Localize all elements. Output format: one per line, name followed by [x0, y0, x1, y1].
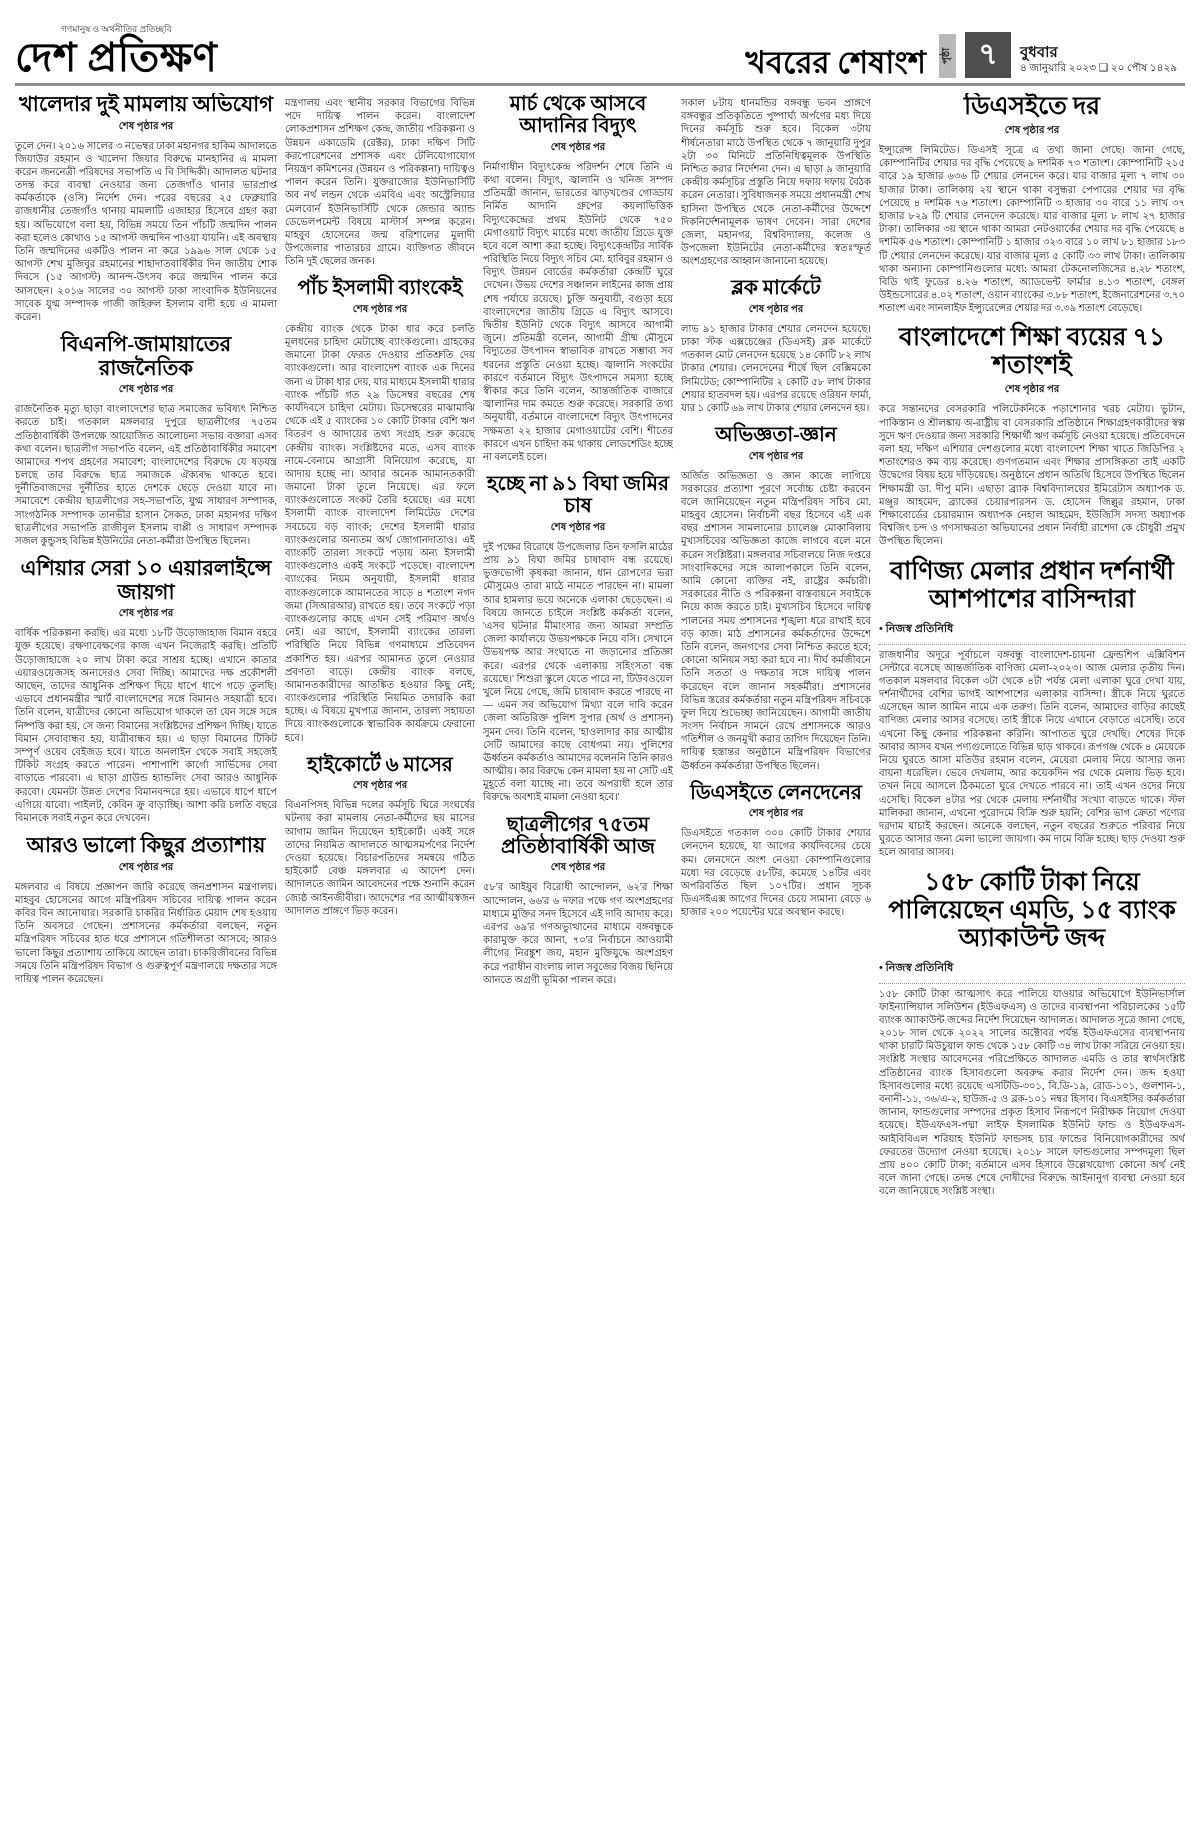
continuation-kicker: শেষ পৃষ্ঠার পর	[352, 303, 408, 315]
article-headline: খালেদার দুই মামলায় অভিযোগ	[18, 93, 274, 116]
continuation-kicker: শেষ পৃষ্ঠার পর	[1004, 384, 1060, 396]
continuation-kicker: শেষ পৃষ্ঠার পর	[748, 808, 804, 820]
article	[285, 97, 475, 268]
article-headline: ১৫৮ কোটি টাকা নিয়ে পালিয়েছেন এমডি, ১৫ ব্যাংক অ্যাকাউন্ট জব্দ	[888, 868, 1176, 952]
column-2	[285, 93, 475, 1843]
continuation-kicker: শেষ পৃষ্ঠার পর	[118, 120, 174, 132]
columns	[15, 93, 1185, 1843]
article-body: সকাল ৮টায় ধানমন্ডির বঙ্গবন্ধু ভবন প্রাঙ্গণে বঙ্গবন্ধুর প্রতিকৃতিতে পুষ্পার্ঘ্য অর্পণের মধ্য দিয়ে দিনের কর্মসূচি শুরু হবে। বিকেল ৩টায় শীর্ষনেতারা মাঠে উপস্থিত থেকে ৭ জানুয়ারি দুপুর ২টা ৩০ মিনিটে প্রতিনিধিত্বমূলক উপস্থিতি নিশ্চিত করার নির্দেশনা দেন। এ ছাড়া ৯ জানুয়ারি কেন্দ্রীয় কর্মসূচির প্রস্তুতি নিয়ে দফায় দফায় বৈঠক করেন নেতারা। সুবিধাজনক সময়ে প্রধানমন্ত্রী শেখ হাসিনা উপস্থিত থেকে নেতা-কর্মীদের উদ্দেশে দিকনির্দেশনামূলক ভাষণ দেবেন। সারা দেশের জেলা, মহানগর, বিশ্ববিদ্যালয়, কলেজ ও উপজেলা ইউনিটের নেতা-কর্মীদের স্বতঃস্ফূর্ত অংশগ্রহণের আহ্বান জানানো হয়েছে।	[681, 98, 871, 268]
newspaper-logo: দেশ প্রতিক্ষণ	[15, 35, 218, 80]
date-line: ৪ জানুয়ারি ২০২৩ ❑ ২০ পৌষ ১৪২৯	[1020, 63, 1178, 75]
article	[285, 754, 475, 918]
masthead-right	[745, 32, 1185, 78]
article-headline: বাণিজ্য মেলার প্রধান দর্শনার্থী আশপাশের বাসিন্দারা	[890, 557, 1174, 613]
article	[681, 424, 871, 773]
article-body: অর্জিত অভিজ্ঞতা ও জ্ঞান কাজে লাগিয়ে সরকারের প্রত্যাশা পূরণে সর্বোচ্চ চেষ্টা করবেন বলে জানিয়েছেন নতুন মন্ত্রিপরিষদ সচিব মো. মাহবুব হোসেন। নির্বাচনী বছর হিসেবে এই এক বছর প্রশাসন সামলানোর চ্যালেঞ্জ মোকাবিলায় মুখ্যসচিবের অভিজ্ঞতা কাজে লাগবে বলে মনে করেন সংশ্লিষ্টরা। মঙ্গলবার সচিবালয়ে নিজ দপ্তরে সাংবাদিকদের সঙ্গে আলাপকালে তিনি বলেন, আমি কোনো ব্যক্তির নই, রাষ্ট্রের কর্মচারী। সরকারের নীতি ও পরিকল্পনা বাস্তবায়নে সবাইকে নিয়ে কাজ করতে চাই। মুখ্যসচিব হিসেবে দায়িত্ব পালনের সময় প্রশাসনের শৃঙ্খলা ধরে রাখাই হবে বড় কাজ। মাঠ প্রশাসনের কর্মকর্তাদের উদ্দেশে তিনি বলেন, জনগণের সেবা নিশ্চিত করতে হবে; কোনো অনিয়ম সহ্য করা হবে না। দীর্ঘ কর্মজীবনে তিনি সততা ও দক্ষতার সঙ্গে দায়িত্ব পালন করেছেন বলে জানান সহকর্মীরা। প্রশাসনের বিভিন্ন স্তরের কর্মকর্তারা নতুন মন্ত্রিপরিষদ সচিবকে ফুল দিয়ে শুভেচ্ছা জানিয়েছেন। আগামী জাতীয় সংসদ নির্বাচন সামনে রেখে প্রশাসনকে আরও গতিশীল ও জনমুখী করার তাগিদ দিয়েছেন তিনি। দায়িত্ব হস্তান্তর অনুষ্ঠানে মন্ত্রিপরিষদ বিভাগের ঊর্ধ্বতন কর্মকর্তারা উপস্থিত ছিলেন।	[681, 470, 871, 772]
article-body: দুই পক্ষের বিরোধে উপজেলার তিন ফসলি মাঠের প্রায় ৯১ বিঘা জমির চাষাবাদ বন্ধ রয়েছে। ভুক্তভোগী কৃষকরা জানান, ধান রোপণের ভরা মৌসুমেও তারা মাঠে নামতে পারছেন না। মামলা আর হামলার ভয়ে অনেকে এলাকা ছেড়েছেন। এ বিষয়ে জানতে চাইলে সংশ্লিষ্ট কর্মকর্তা বলেন, 'এসব ঘটনার মীমাংসার জন্য আমরা সম্প্রতি জেলা কার্যালয়ে উভয়পক্ষকে নিয়ে বসি। সেখানে উভয়পক্ষ আর সংঘাতে না জড়ানোর প্রতিজ্ঞা করে। এরপর থেকে এলাকায় সহিংসতা বন্ধ রয়েছে।' শিশুরা স্কুলে যেতে পারে না, টিউবওয়েল খুলে নিয়ে গেছে, জমি চাষাবাদ করতে পারছে না— এমন সব অভিযোগ মিথ্যা বলে দাবি করেন জেলা অতিরিক্ত পুলিশ সুপার (অর্থ ও প্রশাসন) সুমন দেব। তিনি বলেন, 'হাওলাদার কার আত্মীয় সেটি আমাদের কাছে বোধগম্য নয়। পুলিশের ঊর্ধ্বতন কর্মকর্তাও আমাদের বলেননি তিনি কারও আত্মীয়। কার বিরুদ্ধে কেন মামলা হয় না সেটি এই মুহূর্তে বলা যাচ্ছে না। তবে অপরাধী হলে তার বিরুদ্ধে অবশ্যই মামলা নেওয়া হবে।'	[483, 541, 673, 804]
article-body: কেন্দ্রীয় ব্যাংক থেকে টাকা ধার করে চলতি মূলধনের চাহিদা মেটাচ্ছে ব্যাংকগুলো। গ্রাহকের জমানো টাকা ফেরত দেওয়ার প্রতিশ্রুতি দেয় ব্যাংকগুলো। আর বাংলাদেশ ব্যাংক এক দিনের জন্য এ টাকা ধার দেয়, যার মাধ্যমে ইসলামী ধারার ব্যাংক পাঁচটি গত ২৯ ডিসেম্বর বছরের শেষ কার্যদিবসে চাহিদা মেটায়। ডিসেম্বরের মাঝামাঝি থেকে এই ৫ ব্যাংকের ১০ কোটি টাকার বেশি ঋণ বিতরণ ও আদায়ের তথ্য সংগ্রহ শুরু করেছে কেন্দ্রীয় ব্যাংক। সংশ্লিষ্টদের মতে, এসব ব্যাংক নামে-বেনামে আগ্রাসী বিনিয়োগ করেছে, যা আদায় হচ্ছে না। আবার অনেক আমানতকারী জমানো টাকা তুলে নিয়েছে। এর ফলে ব্যাংকগুলোতে সংকট তৈরি হয়েছে। এর মধ্যে ইসলামী ব্যাংক বাংলাদেশ লিমিটেড দেশের সবচেয়ে বড় ব্যাংক; দেশের ইসলামী ধারার ব্যাংকগুলোর অন্যতম অর্থ জোগানদাতাও। এই ব্যাংকটি তারল্য সংকটে পড়ায় অন্য ইসলামী ব্যাংকগুলোও একই সংকটে পড়েছে। বাংলাদেশ ব্যাংকের নিয়ম অনুযায়ী, ইসলামী ধারার ব্যাংকগুলোকে আমানতের সাড়ে ৪ শতাংশ নগদ জমা (সিআরআর) রাখতে হয়। তবে সংকটে পড়া ব্যাংকগুলোর কাছে এখন সেই পরিমাণ অর্থও নেই। এর আগে, ইসলামী ব্যাংকের তারল্য পরিস্থিতি নিয়ে বিভিন্ন গণমাধ্যমে প্রতিবেদন প্রকাশিত হয়। এরপর আমানত তুলে নেওয়ার প্রবণতা বাড়ে। কেন্দ্রীয় ব্যাংক বলছে, আমানতকারীদের আতঙ্কিত হওয়ার কিছু নেই; ব্যাংকগুলোর পরিস্থিতি নিয়মিত তদারকি করা হচ্ছে। এ বিষয়ে মুখপাত্র জানান, তারল্য সহায়তা দিয়ে ব্যাংকগুলোকে স্বাভাবিক কার্যক্রমে ফেরানো হবে।	[285, 323, 475, 744]
article-headline: হচ্ছে না ৯১ বিঘা জমির চাষ	[487, 473, 669, 518]
article-headline: এশিয়ার সেরা ১০ এয়ারলাইন্সে জায়গা	[20, 556, 272, 604]
continuation-kicker: শেষ পৃষ্ঠার পর	[352, 780, 408, 792]
article-body: নির্মাণাধীন বিদ্যুৎকেন্দ্র পরিদর্শন শেষে তিনি এ কথা বলেন। বিদ্যুৎ, জ্বালানি ও খনিজ সম্পদ প্রতিমন্ত্রী জানান, ভারতের ঝাড়খণ্ডের গোড্ডায় নির্মিত আদানি গ্রুপের কয়লাভিত্তিক বিদ্যুৎকেন্দ্রের প্রথম ইউনিট থেকে ৭৫০ মেগাওয়াট বিদ্যুৎ মার্চের মধ্যে জাতীয় গ্রিডে যুক্ত হবে বলে আশা করা হচ্ছে। বিদ্যুৎকেন্দ্রটির সার্বিক পরিস্থিতি নিয়ে বিদ্যুৎ সচিব মো. হাবিবুর রহমান ও বিদ্যুৎ উন্নয়ন বোর্ডের কর্মকর্তারা কেন্দ্রটি ঘুরে দেখেন। উভয় দেশের সঞ্চালন লাইনের কাজ প্রায় শেষ পর্যায়ে রয়েছে। চুক্তি অনুযায়ী, বগুড়া হয়ে বাংলাদেশের জাতীয় গ্রিডে এ বিদ্যুৎ আসবে। দ্বিতীয় ইউনিট থেকে বিদ্যুৎ আসবে আগামী জুনে। প্রতিমন্ত্রী বলেন, আগামী গ্রীষ্ম মৌসুমে বিদ্যুতের উৎপাদন স্বাভাবিক রাখতে সম্ভাব্য সব ধরনের প্রস্তুতি নেওয়া হচ্ছে। জ্বালানি সংকটের কারণে বর্তমানে বিদ্যুৎ উৎপাদনে সমস্যা হচ্ছে স্বীকার করে তিনি বলেন, আন্তর্জাতিক বাজারে জ্বালানির দাম কমতে শুরু করেছে। সরকারি তথ্য অনুযায়ী, বর্তমানে বাংলাদেশে বিদ্যুৎ উৎপাদনের সক্ষমতা ২২ হাজার মেগাওয়াটের বেশি। শীতের কারণে এখন চাহিদা কম থাকায় লোডশেডিং হচ্ছে না বললেই চলে।	[483, 161, 673, 463]
article-body: বার্ষিক পরিকল্পনা করছি। এর মধ্যে ১৮টি উড়োজাহাজ বিমান বহরে যুক্ত হয়েছে। রক্ষণাবেক্ষণের কাজ এখন নিজেরাই করছি। প্রতিটি উড়োজাহাজে ২০ লাখ টাকা করে সাশ্রয় হচ্ছে। এখানে কাতার এয়ারওয়েজসহ অন্যদেরও সেবা দিচ্ছি। আমাদের দক্ষ প্রকৌশলী আছেন, তাদের আধুনিক প্রশিক্ষণ দিয়ে ধাপে ধাপে গড়ে তুলছি। এভাবে প্রধানমন্ত্রীর স্মার্ট বাংলাদেশের সঙ্গে বিমানও সহযাত্রী হবে। তিনি বলেন, যাত্রীদের কোনো অভিযোগ থাকলে তা যেন সঙ্গে সঙ্গে নিষ্পত্তি করা হয়, সে জন্য বিমানের সংশ্লিষ্টদের প্রশিক্ষণ দিচ্ছি। যাতে বিমান সেবাবান্ধব হয়, যাত্রীবান্ধব হয়। এ ছাড়া বিমানের টিকিট সম্পূর্ণ ওয়েব বেইজড হবে। যাতে অনলাইন থেকে সবাই সহজেই টিকিট সংগ্রহ করতে পারেন। পাশাপাশি কার্গো সার্ভিসের সেবা বাড়াতে পারবো। এ ছাড়া গ্রাউন্ড হ্যান্ডলিং সেবা আরও আধুনিক করবো। যেমনটা উন্নত দেশের বিমানবন্দরে হয়। এভাবে ধাপে ধাপে এগিয়ে যাবো। পাইলট, কেবিন ক্রু বাড়াচ্ছি। আশা করি চলতি বছরে বিমানকে সবাই নতুন করে দেখবেন।	[15, 628, 277, 824]
article-body: ৫৮'র আইয়ুব বিরোধী আন্দোলন, ৬২'র শিক্ষা আন্দোলন, ৬৬'র ৬ দফার পক্ষে গণ অংশগ্রহণের মাধ্যমে মুক্তির সনদ হিসেবে এই দাবি আদায় করে। এরপর ৬৯'র গণঅভ্যুত্থানের মাধ্যমে বঙ্গবন্ধুকে কারামুক্ত করে আনা, ৭০'র নির্বাচনে আওয়ামী লীগের নিরঙ্কুশ জয়, মহান মুক্তিযুদ্ধে অংশগ্রহণ করে পরাধীন বাংলায় লাল সবুজের বিজয় ছিনিয়ে আনতে অগ্রণী ভূমিকা পালন করে।	[483, 882, 673, 986]
article-headline: অভিজ্ঞতা-জ্ঞান	[715, 424, 837, 447]
article-headline: ডিএসইতে দর	[963, 93, 1101, 120]
article	[879, 869, 1185, 1199]
article	[483, 93, 673, 464]
weekday: বুধবার	[1020, 45, 1058, 62]
page-number-box: ৭	[965, 32, 1011, 78]
date-block	[1020, 44, 1185, 78]
article-body: রাজধানীর অদূরে পূর্বাচলে বঙ্গবন্ধু বাংলাদেশ-চায়না ফ্রেন্ডশিপ এক্সিবিশন সেন্টারে বসেছে আন্তর্জাতিক বাণিজ্য মেলা-২০২৩। আজ মেলার তৃতীয় দিন। গতকাল মঙ্গলবার বিকেল ৩টা থেকে ৪টা পর্যন্ত মেলা এলাকা ঘুরে দেখা যায়, দর্শনার্থীদের বেশির ভাগই আশপাশের এলাকার বাসিন্দা। স্ত্রীকে নিয়ে ঘুরতে এসেছেন আল আমিন নামে এক তরুণ। তিনি বলেন, আমাদের বাড়ির কাছেই বাণিজ্য মেলার আসর বসেছে। তাই স্ত্রীকে নিয়ে এখানে বেড়াতে এসেছি। তবে এখনো কিছু কেনার পরিকল্পনা করিনি। আপাতত ঘুরে দেখছি। শেষের দিকে আবার আসব যখন পণ্যগুলোতে বিভিন্ন ছাড় থাকবে। রূপগঞ্জ থেকে ৪ মেয়েকে নিয়ে ঘুরতে আসা মতিউর রহমান বলেন, মেয়েরা মেলায় নিয়ে আসার জন্য বায়না ধরেছিল। ভেবে দেখলাম, আর কয়েকদিন পর থেকে মেলায় ভিড় হবে। তখন নিয়ে আসলে ঠিকমতো ঘুরে দেখতে পারবে না। তাই এখন ওদের নিয়ে এসেছি। বিকেল ৪টার পর থেকে মেলায় দর্শনার্থীর সংখ্যা বাড়তে থাকে। স্টল মালিকরা জানান, এখনো পুরোদমে বিক্রি শুরু হয়নি; বেশির ভাগ ক্রেতা পণ্যের দরদাম যাচাই করছেন। অনেকে বলছেন, নতুন বছরের শুরুতে পরিবার নিয়ে ঘুরতে আসার জন্য মেলা ভালো জায়গা। কম দামে বিক্রি হচ্ছে। ছাড় দেওয়া শুরু হলে আবার আসব।	[879, 649, 1185, 859]
continuation-kicker: শেষ পৃষ্ঠার পর	[118, 384, 174, 396]
article-body: তুলে দেন। ২০১৬ সালের ৩ নভেম্বর ঢাকা মহানগর হাকিম আদালতে জিয়াউর রহমান ও খালেদা জিয়ার বিরুদ্ধে মানহানির এ মামলা করেন জননেত্রী পরিষদের সভাপতি এ বি সিদ্দিকী। আদালত ঘটনার তদন্ত করে ব্যবস্থা নেওয়ার জন্য তেজগাঁও থানার ভারপ্রাপ্ত কর্মকর্তাকে (ওসি) নির্দেশ দেন। পরের বছরের ২৫ ফেব্রুয়ারি রাজধানীর তেজগাঁও থানায় মামলাটি এজাহার হিসেবে গ্রহণ করা হয়। অভিযোগে বলা হয়, বিভিন্ন সময়ে তিন পাঁচটি জন্মদিন পালন করা হলেও কোথাও ১৫ আগস্ট জন্মদিন পাওয়া যায়নি। এই অবস্থায় তিনি জন্মদিনের একটিও পালন না করে ১৯৯৬ সাল থেকে ১৫ আগস্ট শেখ মুজিবুর রহমানের শাহাদাতবার্ষিকীর দিন জাতীয় শোক দিবসে (১৫ আগস্ট) আনন্দ-উৎসব করে জন্মদিন পালন করে আসছেন। ২০১৬ সালের ৩০ আগস্ট ঢাকা সাংবাদিক ইউনিয়নের সাবেক যুগ্ম সম্পাদক গাজী জহিরুল ইসলাম বাদী হয়ে এ মামলা করেন।	[15, 140, 277, 323]
continuation-kicker: শেষ পৃষ্ঠার পর	[1004, 125, 1060, 136]
masthead-tagline: গণমানুষ ও অর্থনীতির প্রতিচ্ছবি	[61, 24, 172, 34]
article	[879, 558, 1185, 860]
article	[285, 277, 475, 744]
article-headline: ব্লক মার্কেটে	[731, 277, 821, 300]
article-headline: আরও ভালো কিছুর প্রত্যাশায়	[26, 833, 266, 858]
continuation-kicker: শেষ পৃষ্ঠার পর	[118, 861, 174, 873]
article	[879, 93, 1185, 315]
article	[681, 277, 871, 415]
article-body: ইন্স্যুরেন্স লিমিটেড। ডিএসই সূত্রে এ তথ্য জানা গেছে। জানা গেছে, কোম্পানিটির শেয়ার দর বৃদ্ধি পেয়েছে ৯ দশমিক ৭৩ শতাংশ। কোম্পানিটি ২১৫ বারে ১৯ হাজার ৬৩৬ টি শেয়ার লেনদেন করে। যার বাজার মূল্য ৭ লাখ ৩০ হাজার টাকা। তালিকায় ২য় স্থানে থাকা বসুন্ধরা পেপারের শেয়ার দর বৃদ্ধি পেয়েছে ৪ দশমিক ৭৬ শতাংশ। কোম্পানিটি ৩ হাজার ৩০ বারে ১১ লাখ ৩৭ হাজার ৮২৯ টি শেয়ার লেনদেন করেছে। যার বাজার মূল্য ৮ লাখ ২৭ হাজার টাকা। তালিকার ৩য় স্থানে থাকা আমরা নেটওয়ার্কের শেয়ার দর বৃদ্ধি পেয়েছে ৪ দশমিক ৫৬ শতাংশ। কোম্পানিটি ১ হাজার ৩২৩ বারে ১০ লাখ ৮১ হাজার ১৮৩ টি শেয়ার লেনদেন করেছে। যার বাজার মূল্য ৫ কোটি ৩৩ লাখ টাকা। তালিকায় থাকা অন্যান্য কোম্পানিগুলোর মধ্যে: আমরা টেকনোলজিসের ৪.২৮ শতাংশ, বিডি থাই ফুডের ৪.২৬ শতাংশ, অ্যাডভেন্ট ফার্মার ৪.১৩ শতাংশ, বেঙ্গল উইন্ডসোরের ৪.০২ শতাংশ, ওয়ান ব্যাংকের ৩.৮৮ শতাংশ, ইজেনারেশনের ৩.৭০ শতাংশ এবং সানলাইফ ইন্স্যুরেন্সের শেয়ার দর ৩.৩৯ শতাংশ বেড়েছে।	[879, 145, 1185, 315]
masthead-rule	[15, 83, 1185, 86]
byline: • নিজস্ব প্রতিনিধি	[879, 959, 1185, 984]
article	[483, 814, 673, 987]
article-headline: পাঁচ ইসলামী ব্যাংকেই	[297, 277, 463, 300]
byline: • নিজস্ব প্রতিনিধি	[879, 620, 1185, 645]
article-body: ১৫৮ কোটি টাকা আত্মসাৎ করে পালিয়ে যাওয়ার অভিযোগে ইউনিভার্সাল ফাইন্যান্সিয়াল সলিউশন (ইউএফএস) ও তাদের ব্যবস্থাপনা পরিচালকের ১৫টি ব্যাংক অ্যাকাউন্ট জব্দের নির্দেশ দিয়েছেন আদালত। আদালত সূত্রে জানা গেছে, ২০১৮ সাল থেকে ২০২২ সালের অক্টোবর পর্যন্ত ইউএফএসের ব্যবস্থাপনায় থাকা চারটি মিউচুয়াল ফান্ড থেকে ১৫৮ কোটি ৩৪ লাখ টাকা সরিয়ে নেওয়া হয়। সংশ্লিষ্ট সংস্থার আবেদনের পরিপ্রেক্ষিতে আদালত এমডি ও তার স্বার্থসংশ্লিষ্ট প্রতিষ্ঠানের ব্যাংক হিসাবগুলো অবরুদ্ধ করার নির্দেশ দেন। জব্দ হওয়া হিসাবগুলোর মধ্যে রয়েছে এসটিডি-৩০১, বি.ডি-১৯, রোড-১০১, গুলশান-১, বনানী-১১, ৩৬/এ-২, হাউজ-৫ ও ব্লক-১০১ নম্বর হিসাব। বিএসইসির কর্মকর্তারা জানান, ফান্ডগুলোর সম্পদের প্রকৃত হিসাব নিরূপণে নিরীক্ষক নিয়োগ দেওয়া হয়েছে। ইউএফএস-পদ্মা লাইফ ইসলামিক ইউনিট ফান্ড ও ইউএফএস-আইবিবিএল শরিয়াহ ইউনিট ফান্ডসহ চার ফান্ডের বিনিয়োগকারীদের অর্থ ফেরতের উদ্যোগ নেওয়া হয়েছে। ২০১৮ সালে ফান্ডগুলোর সম্পদমূল্য ছিল প্রায় ৪০০ কোটি টাকা; বর্তমানে এসব হিসাবে উল্লেখযোগ্য কোনো অর্থ নেই বলে জানা গেছে। তদন্ত শেষে দোষীদের বিরুদ্ধে আইনানুগ ব্যবস্থা নেওয়া হবে বলে জানিয়েছে সংশ্লিষ্ট সংস্থা।	[879, 988, 1185, 1198]
article-body: লাভ ৯১ হাজার টাকার শেয়ার লেনদেন হয়েছে। ঢাকা স্টক এক্সচেঞ্জের (ডিএসই) ব্লক মার্কেটে গতকাল মোট লেনদেন হয়েছে ১৪ কোটি ৮২ লাখ টাকার শেয়ার। লেনদেনের শীর্ষে ছিল বেক্সিমকো লিমিটেড; কোম্পানিটির ২ কোটি ৫৮ লাখ টাকার শেয়ার হাতবদল হয়। এরপর রয়েছে ওরিয়ন ফার্মা, যার ১ কোটি ৬৯ লাখ টাকার শেয়ার লেনদেন হয়।	[681, 323, 871, 414]
column-5	[879, 93, 1185, 1843]
logo-block	[15, 22, 217, 78]
article	[879, 324, 1185, 548]
article	[15, 557, 277, 825]
section-title: খবরের শেষাংশ	[745, 45, 926, 80]
article	[483, 473, 673, 805]
continuation-kicker: শেষ পৃষ্ঠার পর	[748, 303, 804, 315]
article-body: রাজনৈতিক মৃত্যু ছাড়া বাংলাদেশের ছাত্র সমাজের ভবিষ্যৎ নিশ্চিত করতে চাই। গতকাল মঙ্গলবার দুপুরে ছাত্রলীগের ৭৫তম প্রতিষ্ঠাবার্ষিকী উপলক্ষে আয়োজিত আলোচনা সভায় বক্তারা এসব কথা বলেন। ছাত্রলীগ সভাপতি বলেন, এই প্রতিষ্ঠাবার্ষিকীর সমাবেশ আমাদের শপথ গ্রহণের সমাবেশ; বাংলাদেশের বিরুদ্ধে যে ষড়যন্ত্র চলছে তার বিরুদ্ধে ছাত্র সমাজকে ঐক্যবদ্ধ থাকতে হবে। দুর্নীতিবাজদের দুর্নীতির হাতে দেশকে ছেড়ে দেওয়া যাবে না। সমাবেশে কেন্দ্রীয় ছাত্রলীগের সহ-সভাপতি, যুগ্ম সাধারণ সম্পাদক, সাংগঠনিক সম্পাদক তানভীর হাসান সৈকত, ঢাকা মহানগর দক্ষিণ ছাত্রলীগের সভাপতি রাজীবুল ইসলাম বাপ্পী ও সাধারণ সম্পাদক সজল কুন্ডুসহ বিভিন্ন ইউনিটের নেতা-কর্মীরা উপস্থিত ছিলেন।	[15, 404, 277, 548]
article-headline: ডিএসইতে লেনদেনের	[690, 781, 862, 804]
page-label: পৃষ্ঠা	[941, 47, 952, 65]
article	[681, 97, 871, 268]
article	[15, 333, 277, 548]
column-4	[681, 93, 871, 1843]
continuation-kicker: শেষ পৃষ্ঠার পর	[550, 862, 606, 874]
continuation-kicker: শেষ পৃষ্ঠার পর	[118, 608, 174, 620]
article	[15, 93, 277, 324]
continuation-kicker: শেষ পৃষ্ঠার পর	[550, 141, 606, 153]
article-body: করে সন্তানদের বেসরকারি পলিটেকনিকে পড়াশোনার খরচ মেটায়। ভুটান, পাকিস্তান ও শ্রীলঙ্কায় অ-রাষ্ট্রীয় বা বেসরকারি প্রতিষ্ঠানে শিক্ষাগ্রহণকারীদের স্বল্প সুদে ঋণ দেওয়ার জন্য সরকারি শিক্ষার্থী ঋণ কর্মসূচি নেওয়া হয়েছে। প্রতিবেদনে বলা হয়, দক্ষিণ এশিয়ার দেশগুলোর মধ্যে বাংলাদেশ শিক্ষা খাতে জিডিপির ২ শতাংশেরও কম ব্যয় করেছে। গুণগতমান এবং শিক্ষার প্রাসঙ্গিকতা তাই একটি উদ্বেগের বিষয় হয়ে দাঁড়িয়েছে। অনুষ্ঠানে প্রধান অতিথি হিসেবে উপস্থিত ছিলেন শিক্ষামন্ত্রী ডা. দীপু মনি। এছাড়া ব্র্যাক বিশ্ববিদ্যালয়ের ইমিরেটাস অধ্যাপক ড. মঞ্জুর আহমেদ, ব্র্যাকের চেয়ারপারসন ড. হোসেন জিল্লুর রহমান, ঢাকা শিক্ষাবোর্ডের চেয়ারম্যান অধ্যাপক নেহাল আহমেদ, ইউজিসি সদস্য অধ্যাপক বিশ্বজিৎ চন্দ ও গণসাক্ষরতা অভিযানের প্রধান নির্বাহী রাশেদা কে চৌধুরী প্রমুখ উপস্থিত ছিলেন।	[879, 404, 1185, 548]
article-headline: ছাত্রলীগের ৭৫তম প্রতিষ্ঠাবার্ষিকী আজ	[500, 813, 656, 859]
column-1	[15, 93, 277, 1843]
article-body: বিএনপিসহ বিভিন্ন দলের কর্মসূচি ঘিরে সংঘর্ষের ঘটনায় করা মামলায় নেতা-কর্মীদের ছয় মাসের আগাম জামিন দিয়েছেন হাইকোর্ট। একই সঙ্গে তাদের নিয়মিত আদালতে আত্মসমর্পণের নির্দেশ দেওয়া হয়েছে। বিচারপতিদের সমন্বয়ে গঠিত হাইকোর্ট বেঞ্চ মঙ্গলবার এ আদেশ দেন। আদালতে জামিন আবেদনের পক্ষে শুনানি করেন জ্যেষ্ঠ আইনজীবীরা। আদেশের পর আত্মীয়স্বজন আদালত প্রাঙ্গণে ভিড় করেন।	[285, 800, 475, 917]
masthead	[15, 8, 1185, 78]
continuation-kicker: শেষ পৃষ্ঠার পর	[748, 450, 804, 462]
article-body: ডিএসইতে গতকাল ৩০০ কোটি টাকার শেয়ার লেনদেন হয়েছে, যা আগের কার্যদিবসের চেয়ে কম। লেনদেনে অংশ নেওয়া কোম্পানিগুলোর মধ্যে দর বেড়েছে ৫৮টির, কমেছে ১৪টির এবং অপরিবর্তিত ছিল ১০৭টির। প্রধান সূচক ডিএসইএক্স আগের দিনের চেয়ে সামান্য বেড়ে ৬ হাজার ২০০ পয়েন্টের ঘরে অবস্থান করছে।	[681, 828, 871, 919]
article-headline: মার্চ থেকে আসবে আদানির বিদ্যুৎ	[509, 93, 647, 138]
article	[681, 782, 871, 920]
article	[15, 834, 277, 986]
article-headline: বিএনপি-জামায়াতের রাজনৈতিক	[60, 332, 232, 380]
article-body: মঙ্গলবার এ বিষয়ে প্রজ্ঞাপন জারি করেছে জনপ্রশাসন মন্ত্রণালয়। মাহবুব হোসেনের আগে মন্ত্রিপরিষদ সচিবের দায়িত্ব পালন করেন কবির বিন আনোয়ার। সরকারি চাকরির নির্ধারিত মেয়াদ শেষ হওয়ায় তিনি অবসরে গেছেন। প্রশাসনের কর্মকর্তারা বলছেন, নতুন মন্ত্রিপরিষদ সচিবের হাত ধরে প্রশাসনে গতিশীলতা আসবে; আরও ভালো কিছুর প্রত্যাশায় তাকিয়ে আছেন তারা। চাকরিজীবনের বিভিন্ন সময়ে তিনি মন্ত্রিপরিষদ বিভাগ ও গুরুত্বপূর্ণ মন্ত্রণালয়ে দক্ষতার সঙ্গে দায়িত্ব পালন করেছেন।	[15, 881, 277, 985]
article-headline: হাইকোর্টে ৬ মাসের	[307, 753, 453, 776]
article-headline: বাংলাদেশে শিক্ষা ব্যয়ের ৭১ শতাংশই	[898, 324, 1166, 380]
article-body: মন্ত্রণালয় এবং স্থানীয় সরকার বিভাগের বিভিন্ন পদে দায়িত্ব পালন করেন। বাংলাদেশ লোকপ্রশাসন প্রশিক্ষণ কেন্দ্র, জাতীয় পরিকল্পনা ও উন্নয়ন একাডেমি (রেক্টর), ঢাকা দক্ষিণ সিটি করপোরেশনের প্রশাসক এবং টেলিযোগাযোগ নিয়ন্ত্রণ কমিশনের (উন্নয়ন ও পরিকল্পনা) দায়িত্বও পালন করেন তিনি। যুক্তরাজ্যের ইউনিভার্সিটি অব নর্থ লন্ডন থেকে এমবিএ এবং অস্ট্রেলিয়ার মেলবোর্ন ইউনিভার্সিটি থেকে জেন্ডার অ্যান্ড ডেভেলপমেন্ট বিষয়ে মাস্টার্স সম্পন্ন করেন। মাহবুব হোসেনের জন্ম বরিশালের মুলাদী উপজেলার পাতারচর গ্রামে। ব্যক্তিগত জীবনে তিনি দুই ছেলের জনক।	[285, 98, 475, 268]
continuation-kicker: শেষ পৃষ্ঠার পর	[550, 521, 606, 533]
column-3	[483, 93, 673, 1843]
page-label-box	[939, 34, 956, 78]
